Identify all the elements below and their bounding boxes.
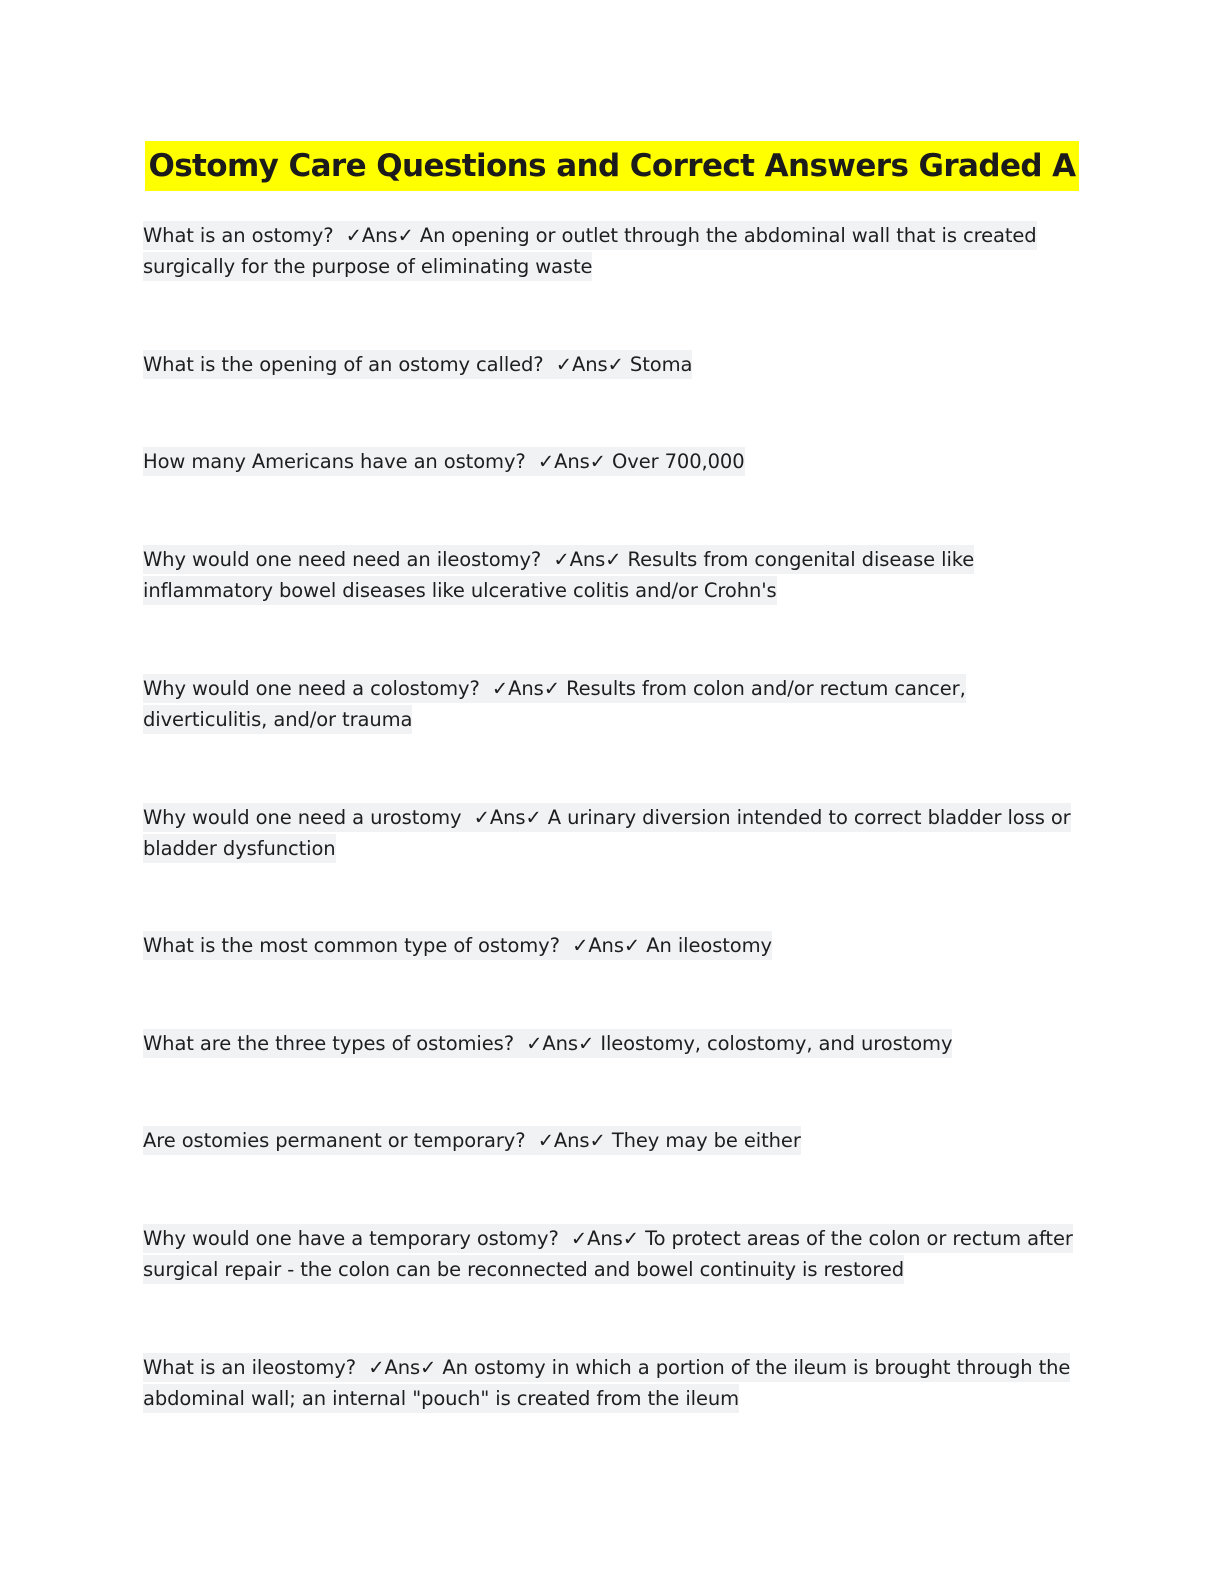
question: What are the three types of ostomies? — [143, 1032, 514, 1055]
title-container — [0, 141, 1224, 191]
answer-marker: ✓Ans✓ — [537, 450, 606, 473]
answer: To protect areas of the colon or rectum after surgical repair - the colon can be reconnected and bowel continuity is restored — [143, 1227, 1073, 1281]
answer-marker: ✓Ans✓ — [555, 353, 624, 376]
qa-text — [143, 1224, 1073, 1284]
qa-item — [143, 544, 1073, 606]
answer-marker: ✓Ans✓ — [570, 1227, 639, 1250]
answer: Over 700,000 — [612, 450, 745, 473]
document-title: Ostomy Care Questions and Correct Answers Graded A — [145, 141, 1078, 191]
qa-item — [143, 673, 1073, 735]
question: What is the opening of an ostomy called? — [143, 353, 544, 376]
qa-text — [143, 447, 745, 476]
answer-marker: ✓Ans✓ — [368, 1356, 437, 1379]
qa-item — [143, 1352, 1073, 1414]
answer-marker: ✓Ans✓ — [537, 1129, 606, 1152]
answer-marker: ✓Ans✓ — [572, 934, 641, 957]
qa-text — [143, 1353, 1070, 1413]
question: Why would one have a temporary ostomy? — [143, 1227, 559, 1250]
answer-marker: ✓Ans✓ — [553, 548, 622, 571]
answer: An ileostomy — [646, 934, 772, 957]
question: What is the most common type of ostomy? — [143, 934, 560, 957]
answer-marker: ✓Ans✓ — [491, 677, 560, 700]
qa-text — [143, 221, 1037, 281]
qa-text — [143, 1029, 952, 1058]
answer-marker: ✓Ans✓ — [345, 224, 414, 247]
answer: An ostomy in which a portion of the ileum is brought through the abdominal wall; an internal "pouch" is created from the ileum — [143, 1356, 1071, 1410]
answer: An opening or outlet through the abdominal wall that is created surgically for the purpose of eliminating waste — [143, 224, 1037, 278]
answer-marker: ✓Ans✓ — [473, 806, 542, 829]
qa-text — [143, 931, 772, 960]
question: Are ostomies permanent or temporary? — [143, 1129, 526, 1152]
qa-item — [143, 1125, 1073, 1156]
qa-text — [143, 674, 966, 734]
question: Why would one need a urostomy — [143, 806, 462, 829]
qa-item — [143, 220, 1073, 282]
question: Why would one need a colostomy? — [143, 677, 480, 700]
qa-item — [143, 1223, 1073, 1285]
answer: Results from congenital disease like inflammatory bowel diseases like ulcerative colitis and/or Crohn's — [143, 548, 975, 602]
qa-item — [143, 349, 1073, 380]
qa-text — [143, 1126, 801, 1155]
answer: Ileostomy, colostomy, and urostomy — [600, 1032, 953, 1055]
qa-text — [143, 545, 974, 605]
qa-item — [143, 446, 1073, 477]
question: How many Americans have an ostomy? — [143, 450, 526, 473]
qa-text — [143, 803, 1071, 863]
answer: Stoma — [629, 353, 693, 376]
question: Why would one need need an ileostomy? — [143, 548, 542, 571]
qa-item — [143, 1028, 1073, 1059]
answer: A urinary diversion intended to correct bladder loss or bladder dysfunction — [143, 806, 1071, 860]
question: What is an ileostomy? — [143, 1356, 357, 1379]
answer-marker: ✓Ans✓ — [526, 1032, 595, 1055]
answer: They may be either — [611, 1129, 801, 1152]
qa-item — [143, 802, 1073, 864]
question: What is an ostomy? — [143, 224, 334, 247]
qa-item — [143, 930, 1073, 961]
answer: Results from colon and/or rectum cancer, diverticulitis, and/or trauma — [143, 677, 966, 731]
qa-text — [143, 350, 692, 379]
